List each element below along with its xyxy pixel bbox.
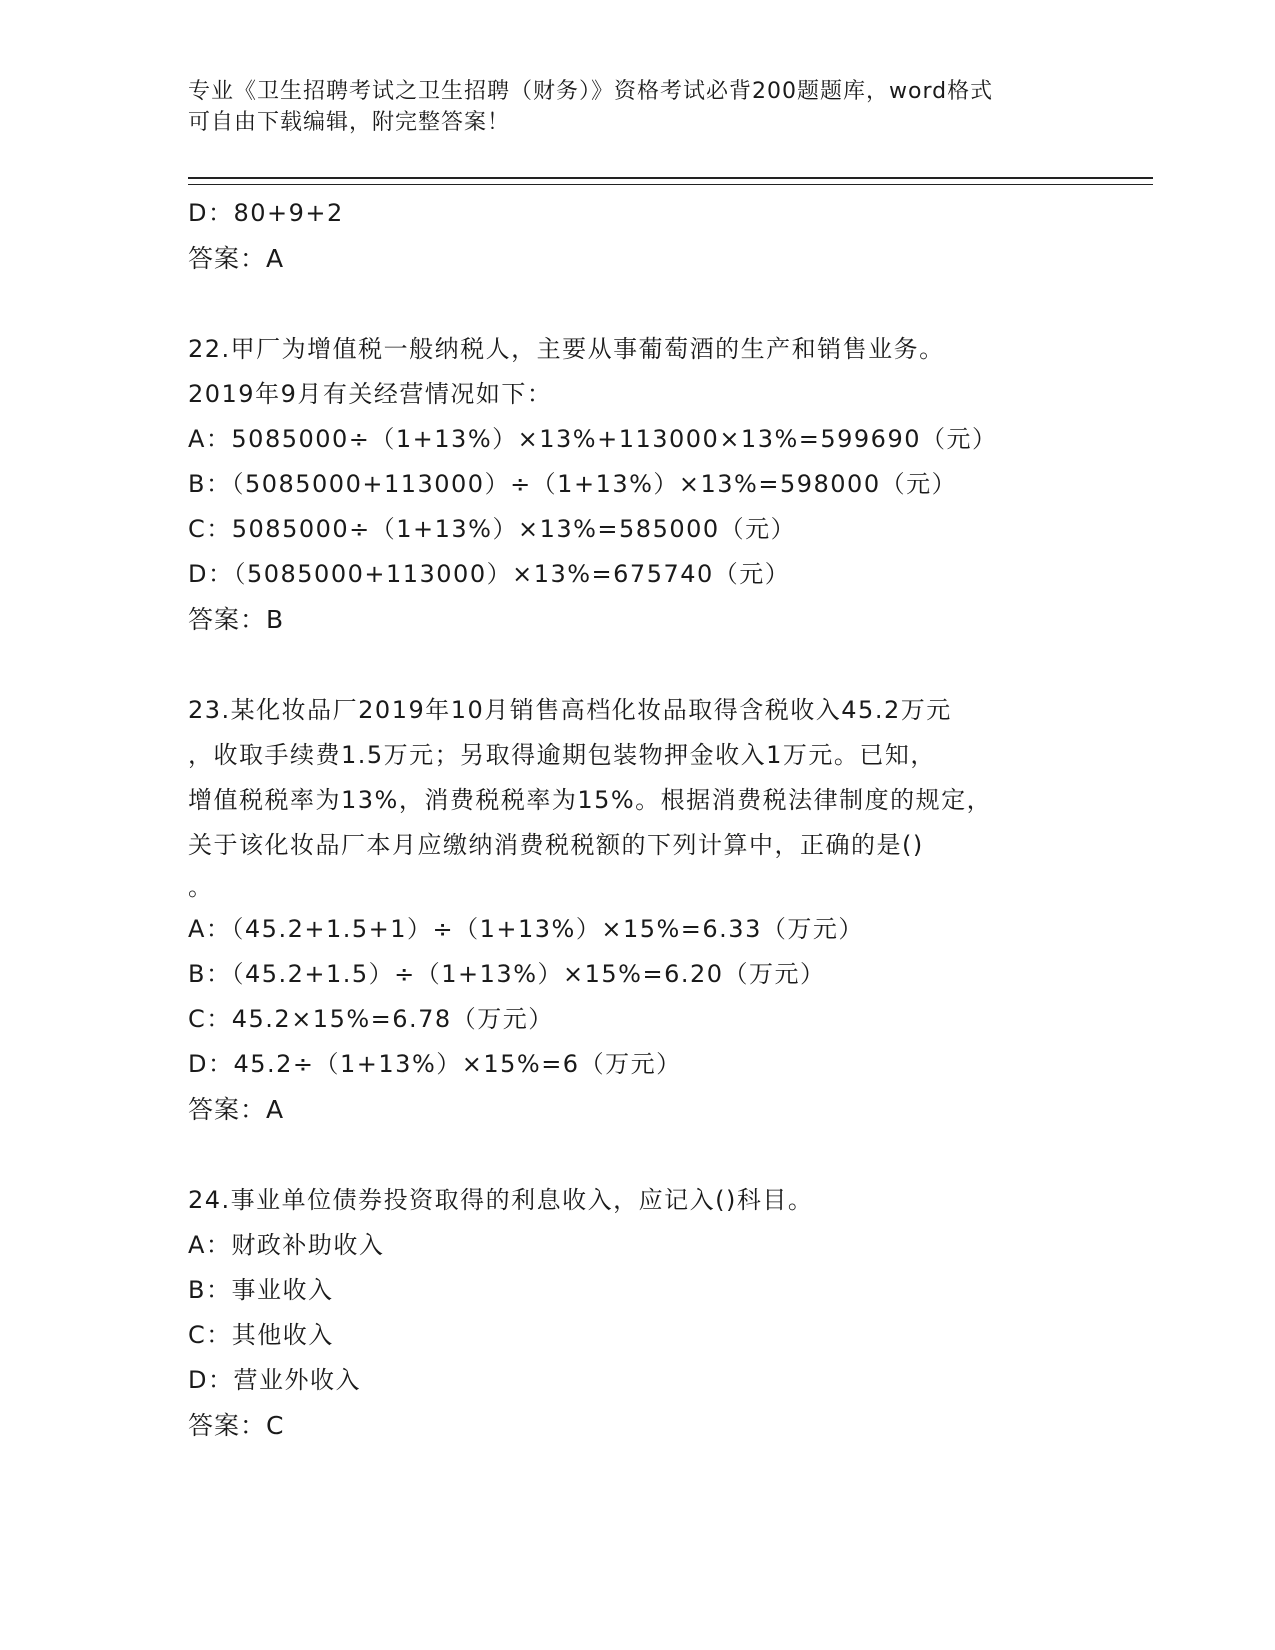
option-a: A：（45.2+1.5+1）÷（1+13%）×15%=6.33（万元） (188, 915, 864, 943)
header-line-2: 可自由下载编辑，附完整答案！ (188, 110, 511, 135)
spacer (188, 281, 1088, 327)
question-stem-line: 关于该化妆品厂本月应缴纳消费税税额的下列计算中，正确的是() (188, 831, 924, 859)
option-c: C：5085000÷（1+13%）×13%=585000（元） (188, 515, 797, 543)
option-b: B：（45.2+1.5）÷（1+13%）×15%=6.20（万元） (188, 960, 826, 988)
question-23 (188, 688, 1088, 1132)
spacer (188, 1132, 1088, 1178)
answer-line: 答案：A (188, 244, 285, 273)
option-a: A：5085000÷（1+13%）×13%+113000×13%=599690（元） (188, 425, 998, 453)
question-stem-line: ，收取手续费1.5万元；另取得逾期包装物押金收入1万元。已知， (188, 741, 936, 769)
question-21-tail (188, 191, 1088, 281)
question-stem-line: 23.某化妆品厂2019年10月销售高档化妆品取得含税收入45.2万元 (188, 696, 952, 724)
question-list (188, 191, 1088, 1448)
question-24 (188, 1178, 1088, 1448)
option-b: B：事业收入 (188, 1276, 334, 1304)
answer-line: 答案：B (188, 605, 285, 634)
option-c: C：45.2×15%=6.78（万元） (188, 1005, 554, 1033)
option-d: D：（5085000+113000）×13%=675740（元） (188, 560, 791, 588)
question-stem-line: 增值税税率为13%，消费税税率为15%。根据消费税法律制度的规定， (188, 786, 993, 814)
question-stem-line: 。 (188, 873, 214, 901)
question-22 (188, 327, 1088, 642)
option-d: D：80+9+2 (188, 199, 344, 227)
header-divider (188, 177, 1153, 185)
header-line-1: 专业《卫生招聘考试之卫生招聘（财务）》资格考试必背200题题库，word格式 (188, 79, 994, 104)
option-b: B：（5085000+113000）÷（1+13%）×13%=598000（元） (188, 470, 958, 498)
option-d: D：营业外收入 (188, 1366, 361, 1394)
question-stem-line: 24.事业单位债券投资取得的利息收入，应记入()科目。 (188, 1186, 814, 1214)
option-d: D：45.2÷（1+13%）×15%=6（万元） (188, 1050, 682, 1078)
option-a: A：财政补助收入 (188, 1231, 385, 1259)
answer-line: 答案：C (188, 1411, 285, 1440)
answer-line: 答案：A (188, 1095, 285, 1124)
question-stem-line: 22.甲厂为增值税一般纳税人，主要从事葡萄酒的生产和销售业务。 (188, 335, 945, 363)
question-stem-line: 2019年9月有关经营情况如下： (188, 380, 553, 408)
option-c: C：其他收入 (188, 1321, 334, 1349)
spacer (188, 642, 1088, 688)
document-header (188, 76, 1068, 138)
